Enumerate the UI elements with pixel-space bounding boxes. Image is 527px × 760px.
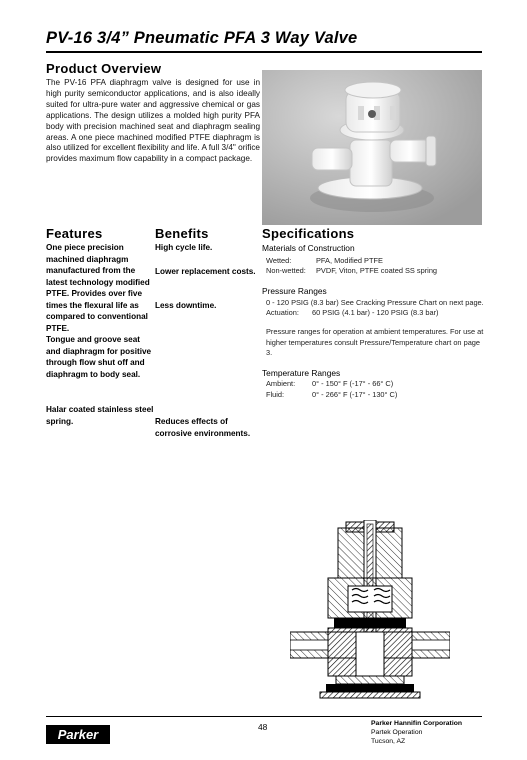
ambient-row	[266, 379, 393, 388]
feature-item: One piece precision machined diaphragm manufactured from the latest technology modified PTFE. Provides over five times the flexural life as compared to conventional PTFE.	[46, 243, 150, 333]
valve-photo-illustration	[262, 70, 482, 225]
benefit-item: Reduces effects of corrosive environments.	[155, 417, 251, 438]
cross-section-illustration	[290, 520, 450, 702]
division-name: Partek Operation	[371, 729, 423, 736]
fluid-value: 0° - 266° F (-17° - 130° C)	[312, 390, 398, 399]
feature-item: Tongue and groove seat and diaphragm for positive through flow shut off and diaphragm to body seal.	[46, 335, 152, 379]
footer-divider	[46, 716, 482, 717]
actuation-value: 60 PSIG (4.1 bar) - 120 PSIG (8.3 bar)	[312, 308, 439, 317]
valve-photo	[262, 70, 482, 225]
actuation-label: Actuation:	[266, 308, 299, 317]
temperature-heading: Temperature Ranges	[262, 368, 341, 378]
page-title: PV-16 3/4” Pneumatic PFA 3 Way Valve	[46, 29, 358, 47]
pressure-range-line: 0 - 120 PSIG (8.3 bar) See Cracking Pressure Chart on next page.	[266, 298, 484, 307]
nonwetted-label: Non-wetted:	[266, 266, 306, 275]
overview-heading: Product Overview	[46, 61, 162, 76]
wetted-value: PFA, Modified PTFE	[316, 256, 383, 265]
title-divider	[46, 51, 482, 53]
benefit-item: Lower replacement costs.	[155, 267, 256, 276]
page-number: 48	[258, 722, 268, 732]
nonwetted-row	[266, 266, 437, 275]
wetted-label: Wetted:	[266, 256, 292, 265]
benefits-heading: Benefits	[155, 226, 209, 241]
company-name: Parker Hannifin Corporation	[371, 720, 463, 727]
benefit-item: High cycle life.	[155, 243, 213, 252]
feature-item: Halar coated stainless steel spring.	[46, 405, 154, 426]
actuation-row	[266, 308, 439, 317]
overview-body: The PV-16 PFA diaphragm valve is designed for use in high purity semiconductor applications, and is also ideally suited for ultra-pure water and aggressive chemical or gas applications. The design utilizes a molded high purity PFA body with precision machined seat and diaphragm sealing areas. A one piece machined modified PTFE diaphragm is also utilized for excellent flexibility and life. A full 3/4" orifice provides maximum flow capability in a compact package.	[46, 78, 260, 164]
parker-logo: Parker	[46, 725, 110, 744]
materials-heading: Materials of Construction	[262, 243, 355, 253]
pressure-note: Pressure ranges for operation at ambient temperatures. For use at higher temperatures consult Pressure/Temperature chart on page 3.	[266, 327, 484, 357]
fluid-row	[266, 390, 397, 399]
features-heading: Features	[46, 226, 103, 241]
specifications-heading: Specifications	[262, 226, 355, 241]
company-location: Tucson, AZ	[371, 738, 406, 745]
fluid-label: Fluid:	[266, 390, 285, 399]
pressure-heading: Pressure Ranges	[262, 286, 327, 296]
ambient-value: 0° - 150° F (-17° - 66° C)	[312, 379, 394, 388]
ambient-label: Ambient:	[266, 379, 296, 388]
nonwetted-value: PVDF, Viton, PTFE coated SS spring	[316, 266, 438, 275]
wetted-row	[266, 256, 383, 265]
benefit-item: Less downtime.	[155, 301, 217, 310]
valve-cross-section-drawing	[290, 520, 450, 702]
